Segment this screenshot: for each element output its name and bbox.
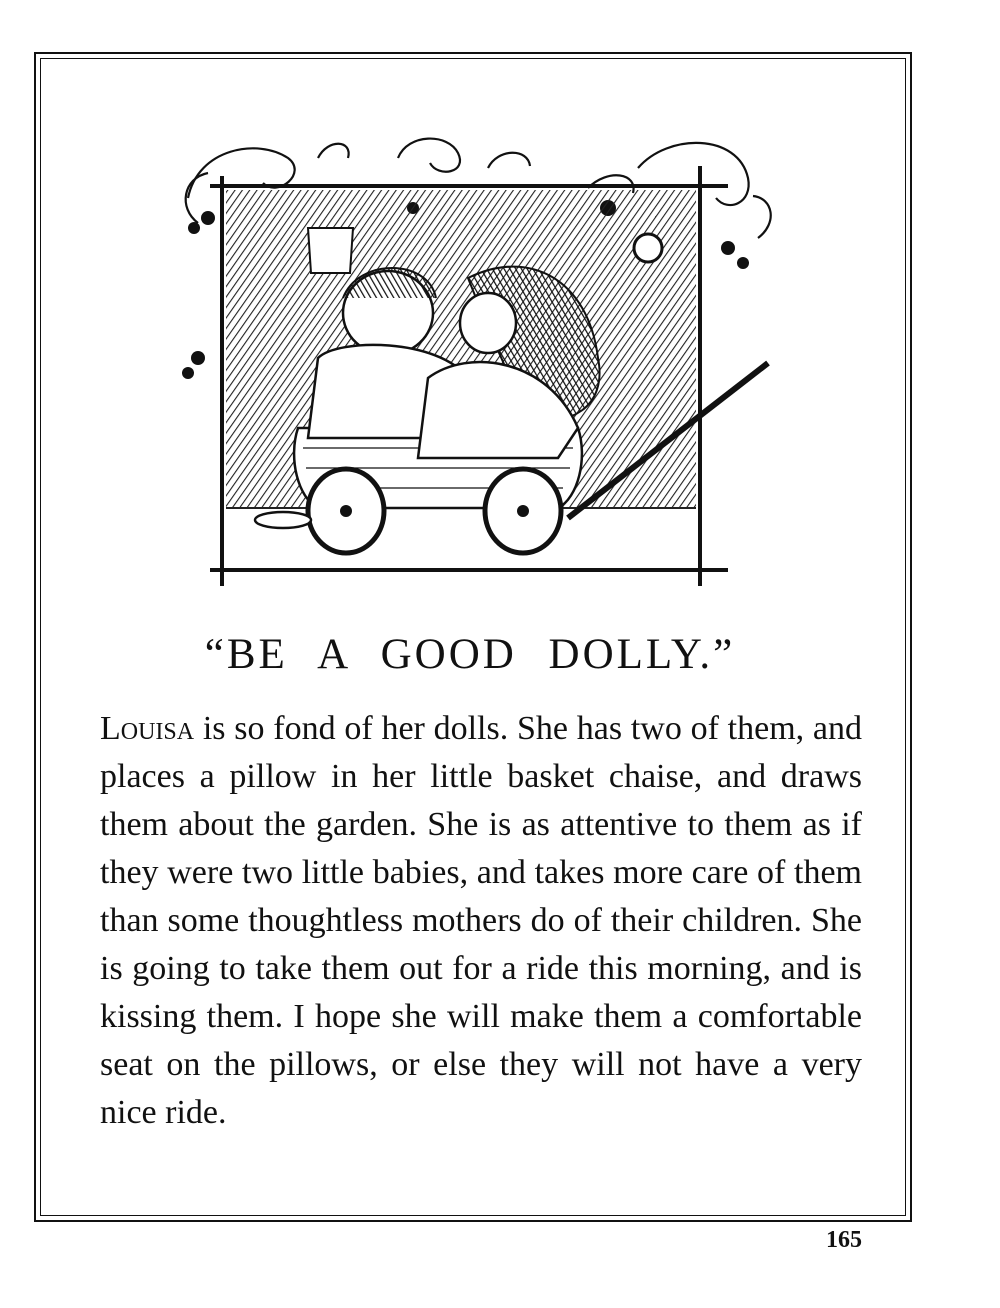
page-title: “BE A GOOD DOLLY.”: [204, 631, 736, 678]
page-number: 165: [826, 1227, 862, 1253]
illustration-girl-with-dolls: [168, 128, 780, 598]
bowl: [255, 512, 311, 528]
body-text: is so fond of her dolls. She has two of them, and places a pillow in her little basket chaise, and draws them about the garden. She is as attentive to them as if they were two little babies, and takes more care of them than some thoughtless mothers do of their children. She is going to take them out for a ride this morning, and is kissing them. I hope she will make them a comfortable seat on the pillows, or else they will not have a very nice ride.: [100, 710, 862, 1131]
body-paragraph: [100, 705, 862, 1137]
hanging-hat: [634, 234, 662, 262]
hanging-cloth: [308, 228, 353, 273]
first-word: Louisa: [100, 710, 195, 747]
doll-head: [460, 293, 516, 353]
